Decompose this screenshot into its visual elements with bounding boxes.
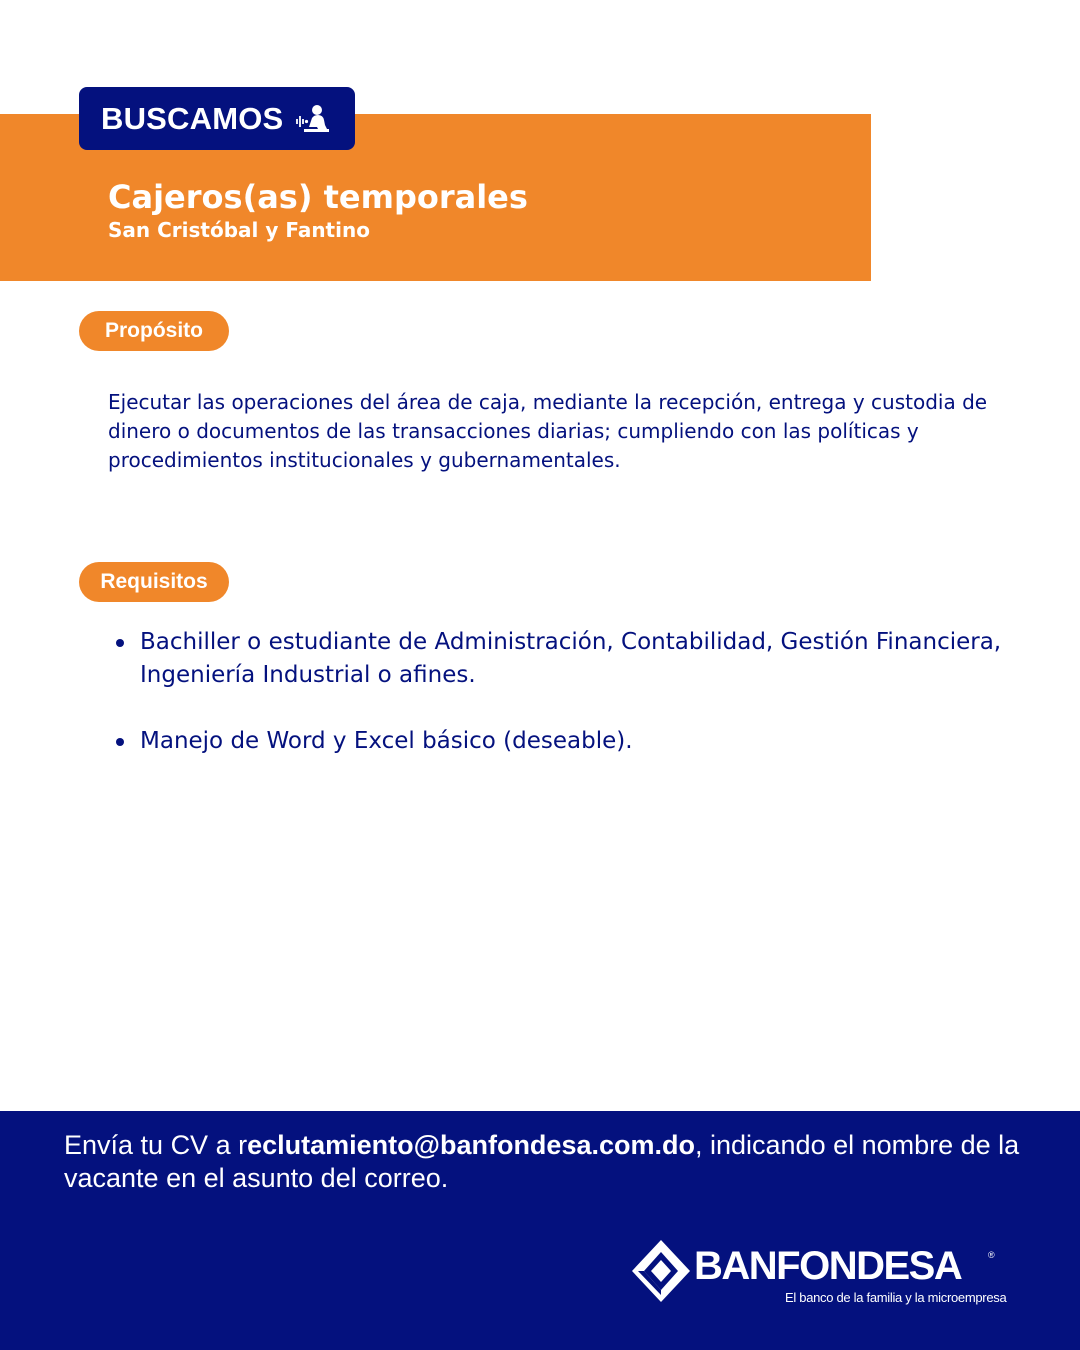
list-item xyxy=(140,626,1020,692)
logo-wordmark: BANFONDESA xyxy=(694,1244,962,1288)
diamond-logo-icon xyxy=(630,1238,692,1304)
bullet-icon xyxy=(116,738,124,746)
requirements-section-label: Requisitos xyxy=(79,562,229,602)
purpose-section-label: Propósito xyxy=(79,311,229,351)
requirement-text: Manejo de Word y Excel básico (deseable). xyxy=(140,728,633,754)
purpose-text: Ejecutar las operaciones del área de caja, mediante la recepción, entrega y custodia de dinero o documentos de las transacciones diarias; cumpliendo con las políticas y procedimientos institucionales y gubernamentales. xyxy=(108,390,988,472)
apply-email-link[interactable]: eclutamiento@banfondesa.com.do xyxy=(247,1130,695,1160)
job-location: San Cristóbal y Fantino xyxy=(108,218,370,242)
apply-suffix: , indicando el nombre de la vacante en el asunto del correo. xyxy=(64,1130,1020,1193)
requirement-text: Bachiller o estudiante de Administración, Contabilidad, Gestión Financiera, Ingeniería Industrial o afines. xyxy=(140,629,1002,688)
apply-instructions xyxy=(64,1129,1024,1195)
person-at-desk-icon xyxy=(295,103,329,135)
logo-tagline: El banco de la familia y la microempresa xyxy=(785,1290,1007,1305)
requirements-list xyxy=(140,626,1020,791)
list-item xyxy=(140,725,1020,758)
bullet-icon xyxy=(116,639,124,647)
registered-mark: ® xyxy=(988,1250,995,1260)
job-title: Cajeros(as) temporales xyxy=(108,178,528,216)
buscamos-label: BUSCAMOS xyxy=(101,100,284,136)
banfondesa-logo xyxy=(630,1238,1007,1308)
buscamos-tag xyxy=(79,87,355,150)
apply-prefix: Envía tu CV a r xyxy=(64,1130,248,1160)
